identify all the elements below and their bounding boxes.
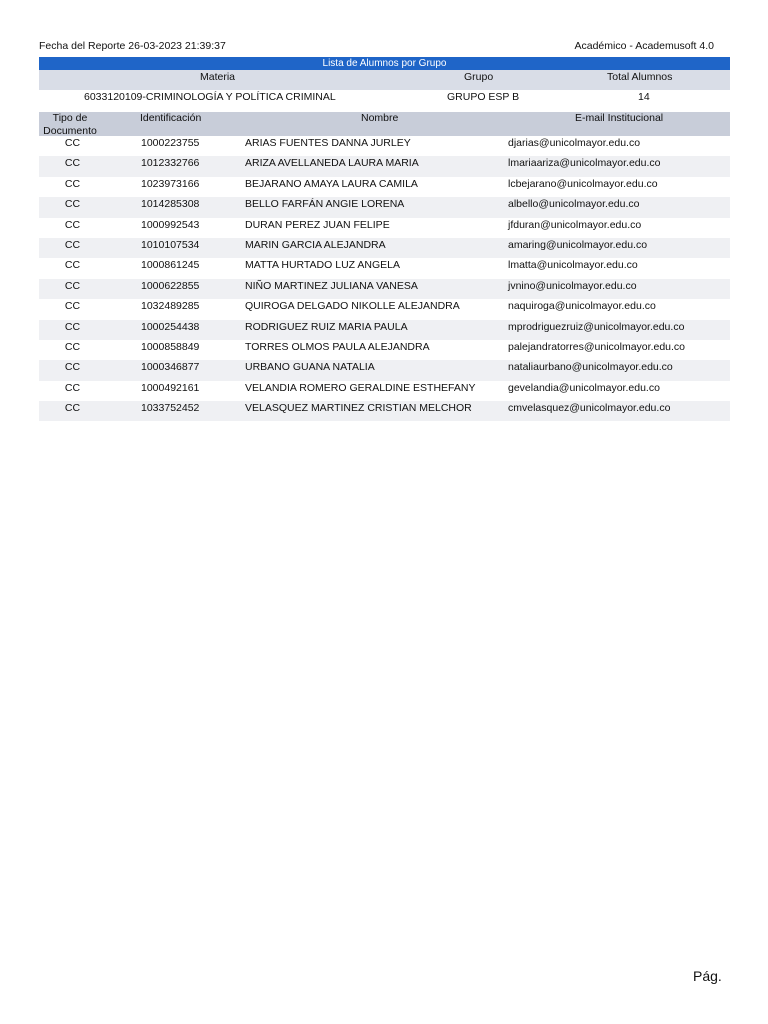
table-row [39, 136, 730, 156]
cell-nombre: VELASQUEZ MARTINEZ CRISTIAN MELCHOR [245, 402, 472, 415]
column-header-email: E-mail Institucional [575, 112, 664, 124]
table-row [39, 340, 730, 360]
cell-nombre: ARIAS FUENTES DANNA JURLEY [245, 137, 411, 149]
cell-nombre: NIÑO MARTINEZ JULIANA VANESA [245, 279, 418, 292]
cell-nombre: URBANO GUANA NATALIA [245, 361, 375, 374]
cell-tipo-documento: CC [64, 300, 81, 313]
table-row [39, 360, 730, 380]
cell-identificacion: 1000254438 [141, 320, 200, 333]
table-row [39, 320, 730, 340]
cell-identificacion: 1032489285 [141, 300, 200, 313]
cell-identificacion: 1000346877 [141, 361, 200, 374]
column-header-identificacion: Identificación [140, 112, 202, 124]
table-row [39, 218, 730, 238]
grupo-value: GRUPO ESP B [447, 91, 520, 103]
info-values-row [39, 90, 730, 110]
cell-email: djarias@unicolmayor.edu.co [508, 137, 641, 149]
cell-nombre: DURAN PEREZ JUAN FELIPE [245, 218, 390, 231]
students-table-header [39, 112, 730, 136]
cell-email: albello@unicolmayor.edu.co [508, 198, 640, 211]
cell-email: cmvelasquez@unicolmayor.edu.co [508, 402, 671, 415]
report-title: Lista de Alumnos por Grupo [39, 57, 730, 70]
cell-tipo-documento: CC [64, 198, 81, 211]
table-row [39, 299, 730, 319]
cell-tipo-documento: CC [64, 137, 81, 149]
cell-tipo-documento: CC [64, 361, 81, 374]
cell-tipo-documento: CC [64, 340, 81, 353]
report-date: Fecha del Reporte 26-03-2023 21:39:37 [39, 40, 226, 52]
cell-tipo-documento: CC [64, 320, 81, 333]
cell-tipo-documento: CC [64, 259, 81, 272]
cell-tipo-documento: CC [64, 157, 81, 170]
cell-nombre: QUIROGA DELGADO NIKOLLE ALEJANDRA [245, 300, 460, 313]
cell-identificacion: 1000861245 [141, 259, 200, 272]
cell-nombre: RODRIGUEZ RUIZ MARIA PAULA [245, 320, 408, 333]
cell-identificacion: 1000992543 [141, 218, 200, 231]
cell-nombre: VELANDIA ROMERO GERALDINE ESTHEFANY [245, 381, 476, 394]
cell-email: amaring@unicolmayor.edu.co [508, 238, 648, 251]
cell-tipo-documento: CC [64, 402, 81, 415]
cell-email: jvnino@unicolmayor.edu.co [508, 279, 637, 292]
cell-email: naquiroga@unicolmayor.edu.co [508, 300, 656, 313]
cell-email: lcbejarano@unicolmayor.edu.co [508, 177, 658, 190]
cell-email: lmariaariza@unicolmayor.edu.co [508, 157, 661, 170]
cell-identificacion: 1033752452 [141, 402, 200, 415]
cell-email: palejandratorres@unicolmayor.edu.co [508, 340, 686, 353]
table-row [39, 401, 730, 421]
materia-header: Materia [200, 71, 236, 83]
cell-identificacion: 1014285308 [141, 198, 200, 211]
info-header-row [39, 70, 730, 90]
cell-nombre: TORRES OLMOS PAULA ALEJANDRA [245, 340, 430, 353]
cell-identificacion: 1023973166 [141, 177, 200, 190]
app-name: Académico - Academusoft 4.0 [574, 40, 714, 52]
column-header-tipo-documento: Tipo de Documento [43, 112, 97, 137]
table-row [39, 197, 730, 217]
cell-tipo-documento: CC [64, 381, 81, 394]
grupo-header: Grupo [464, 71, 494, 83]
cell-email: mprodriguezruiz@unicolmayor.edu.co [508, 320, 685, 333]
total-alumnos-header: Total Alumnos [607, 71, 673, 83]
cell-identificacion: 1000622855 [141, 279, 200, 292]
table-row [39, 238, 730, 258]
page-label: Pág. [693, 968, 722, 984]
students-table-body [39, 136, 730, 421]
cell-identificacion: 1012332766 [141, 157, 200, 170]
cell-nombre: ARIZA AVELLANEDA LAURA MARIA [245, 157, 419, 170]
table-row [39, 156, 730, 176]
cell-tipo-documento: CC [64, 177, 81, 190]
cell-identificacion: 1000223755 [141, 137, 200, 149]
table-row [39, 177, 730, 197]
cell-email: jfduran@unicolmayor.edu.co [508, 218, 642, 231]
cell-email: gevelandia@unicolmayor.edu.co [508, 381, 660, 394]
cell-tipo-documento: CC [64, 218, 81, 231]
cell-identificacion: 1010107534 [141, 238, 200, 251]
total-alumnos-value: 14 [638, 91, 650, 103]
table-row [39, 381, 730, 401]
cell-nombre: MARIN GARCIA ALEJANDRA [245, 238, 386, 251]
column-header-nombre: Nombre [361, 112, 399, 124]
cell-nombre: MATTA HURTADO LUZ ANGELA [245, 259, 400, 272]
cell-nombre: BEJARANO AMAYA LAURA CAMILA [245, 177, 418, 190]
materia-value: 6033120109-CRIMINOLOGÍA Y POLÍTICA CRIMINAL [84, 91, 336, 103]
cell-nombre: BELLO FARFÁN ANGIE LORENA [245, 198, 405, 211]
table-row [39, 258, 730, 278]
cell-identificacion: 1000858849 [141, 340, 200, 353]
cell-tipo-documento: CC [64, 238, 81, 251]
table-row [39, 279, 730, 299]
cell-email: lmatta@unicolmayor.edu.co [508, 259, 638, 272]
cell-tipo-documento: CC [64, 279, 81, 292]
cell-identificacion: 1000492161 [141, 381, 200, 394]
cell-email: nataliaurbano@unicolmayor.edu.co [508, 361, 673, 374]
